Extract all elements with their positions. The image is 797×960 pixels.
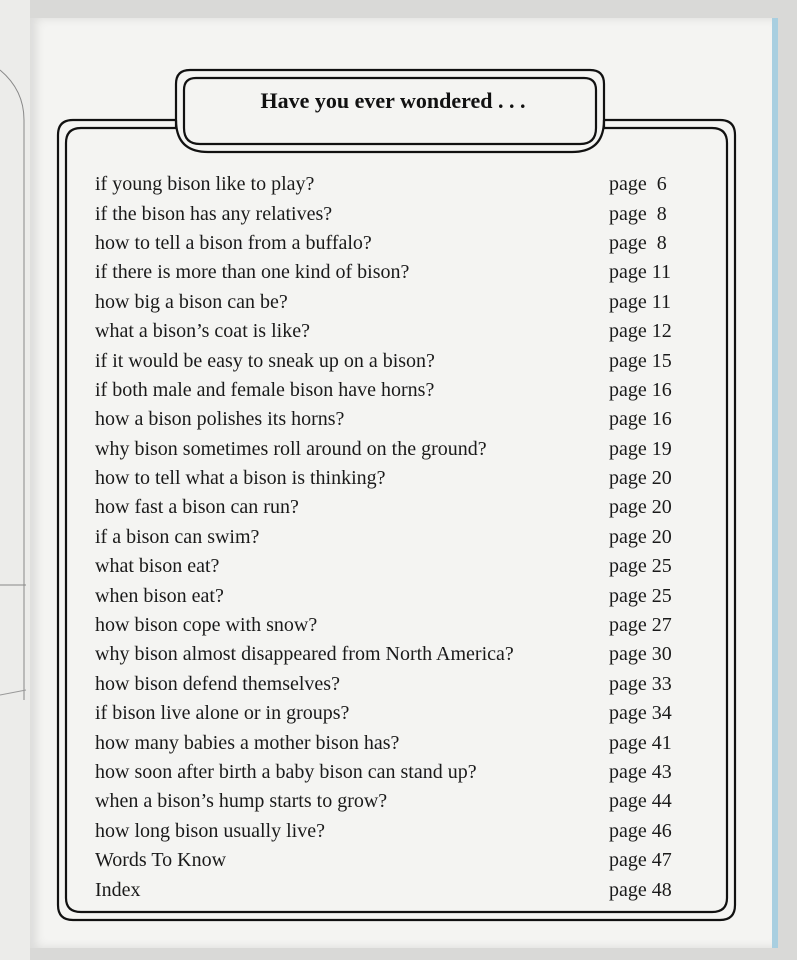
list-item	[95, 728, 685, 757]
page-reference: page 20	[609, 496, 672, 519]
list-item	[95, 581, 685, 610]
list-item	[95, 170, 685, 199]
question-text: how a bison polishes its horns?	[95, 408, 345, 431]
page-reference: page 12	[609, 320, 672, 343]
page-reference: page 47	[609, 849, 672, 872]
list-item	[95, 758, 685, 787]
question-text: how soon after birth a baby bison can stand up?	[95, 761, 477, 783]
question-text: how many babies a mother bison has?	[95, 731, 400, 754]
question-text: Words To Know	[95, 849, 227, 872]
list-item	[95, 464, 685, 493]
list-item	[95, 229, 685, 258]
page-reference: page 20	[609, 525, 672, 548]
page-reference: page 16	[609, 408, 672, 431]
list-item	[95, 817, 685, 846]
question-text: if a bison can swim?	[95, 525, 260, 548]
list-item	[95, 376, 685, 405]
list-item	[95, 523, 685, 552]
question-text: what a bison’s coat is like?	[95, 320, 310, 343]
page-reference: page 6	[609, 173, 667, 196]
page-reference: page 41	[609, 731, 672, 754]
question-text: if the bison has any relatives?	[95, 202, 333, 225]
list-item	[95, 435, 685, 464]
question-text: if both male and female bison have horns?	[95, 378, 435, 401]
question-text: how to tell a bison from a buffalo?	[95, 231, 372, 254]
question-text: how to tell what a bison is thinking?	[95, 467, 386, 490]
page-reference: page 8	[609, 231, 667, 254]
list-item	[95, 346, 685, 375]
page-reference: page 27	[609, 614, 672, 637]
page-reference: page 20	[609, 467, 672, 490]
question-text: how bison cope with snow?	[95, 614, 318, 637]
page-reference: page 48	[609, 878, 672, 901]
question-text: when bison eat?	[95, 584, 224, 607]
question-text: why bison almost disappeared from North America?	[95, 643, 514, 666]
page-reference: page 11	[609, 290, 672, 313]
list-item	[95, 787, 685, 816]
question-list	[95, 170, 685, 905]
list-item	[95, 552, 685, 581]
page-reference: page 25	[609, 555, 672, 578]
list-item	[95, 199, 685, 228]
page-reference: page 11	[609, 261, 672, 284]
list-item	[95, 611, 685, 640]
list-item	[95, 493, 685, 522]
question-text: how big a bison can be?	[95, 290, 288, 313]
question-text: what bison eat?	[95, 555, 220, 578]
page-reference: page 25	[609, 584, 672, 607]
page-reference: page 8	[609, 202, 667, 225]
question-text: when a bison’s hump starts to grow?	[95, 790, 388, 813]
question-text: Index	[95, 878, 141, 901]
list-item	[95, 875, 685, 904]
list-item	[95, 699, 685, 728]
question-text: how fast a bison can run?	[95, 496, 299, 519]
list-item	[95, 846, 685, 875]
question-text: if there is more than one kind of bison?	[95, 261, 410, 284]
page-reference: page 16	[609, 378, 672, 401]
page-reference: page 46	[609, 819, 672, 842]
list-item	[95, 405, 685, 434]
question-text: why bison sometimes roll around on the ground?	[95, 437, 487, 460]
question-text: how long bison usually live?	[95, 819, 325, 842]
page-reference: page 30	[609, 643, 672, 666]
page-reference: page 19	[609, 437, 672, 460]
list-item	[95, 288, 685, 317]
question-text: how bison defend themselves?	[95, 672, 340, 695]
page-reference: page 43	[609, 761, 672, 783]
list-item	[95, 258, 685, 287]
page-title: Have you ever wondered . . .	[260, 88, 526, 113]
list-item	[95, 317, 685, 346]
page-reference: page 34	[609, 702, 672, 725]
question-text: if young bison like to play?	[95, 173, 315, 196]
page-reference: page 15	[609, 349, 672, 372]
question-text: if bison live alone or in groups?	[95, 702, 350, 725]
page-reference: page 33	[609, 672, 672, 695]
question-text: if it would be easy to sneak up on a bison?	[95, 349, 435, 372]
list-item	[95, 670, 685, 699]
list-item	[95, 640, 685, 669]
page-reference: page 44	[609, 790, 672, 813]
